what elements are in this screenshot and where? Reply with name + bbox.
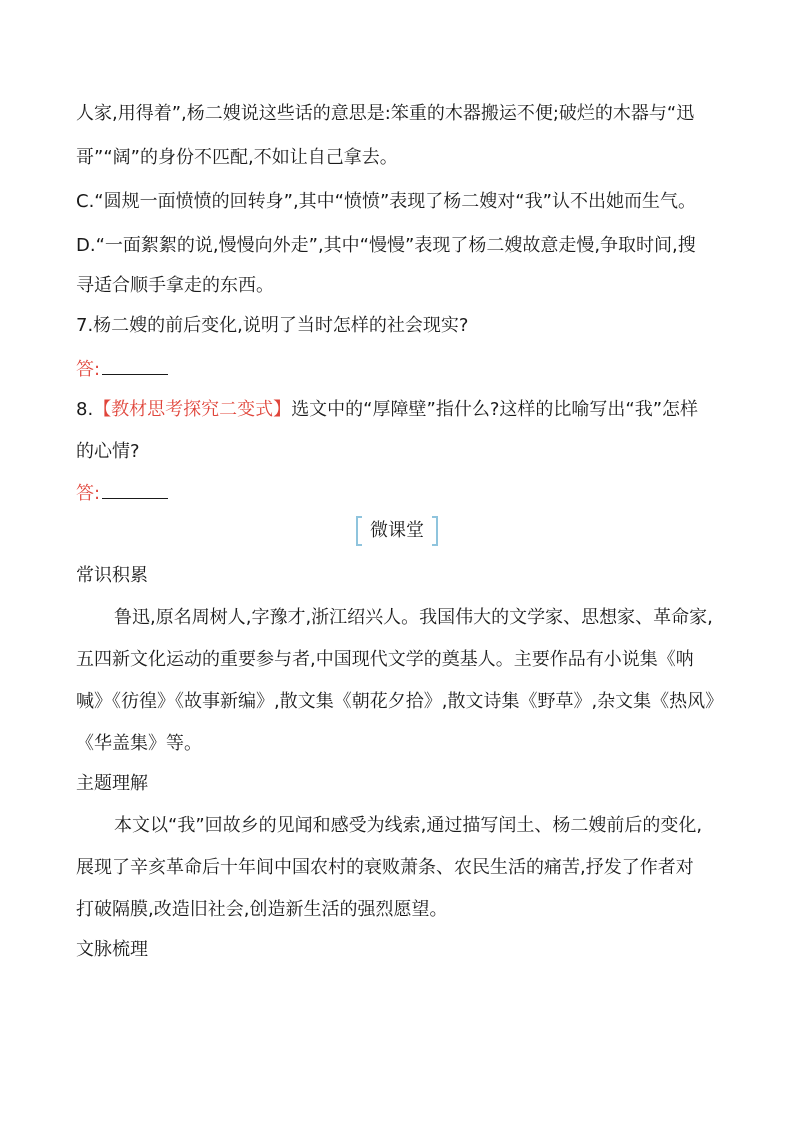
text-line: 人家,用得着”,杨二嫂说这些话的意思是:笨重的木器搬运不便;破烂的木器与“迅 <box>76 103 695 124</box>
question-text: 选文中的“厚障壁”指什么?这样的比喻写出“我”怎样 <box>291 399 699 420</box>
paragraph-line: 喊》《彷徨》《故事新编》,散文集《朝花夕拾》,散文诗集《野草》,杂文集《热风》 <box>76 691 724 712</box>
text-line: 寻适合顺手拿走的东西。 <box>76 275 274 296</box>
heading-knowledge: 常识积累 <box>76 565 148 586</box>
paragraph-line: 展现了辛亥革命后十年间中国农村的衰败萧条、农民生活的痛苦,抒发了作者对 <box>76 857 694 878</box>
question-tag: 【教材思考探究二变式】 <box>93 399 292 420</box>
answer-label: 答: <box>76 483 101 504</box>
paragraph-line: 五四新文化运动的重要参与者,中国现代文学的奠基人。主要作品有小说集《呐 <box>76 649 694 670</box>
paragraph-line: 打破隔膜,改造旧社会,创造新生活的强烈愿望。 <box>76 899 448 920</box>
question-8-cont: 的心情? <box>76 441 140 462</box>
heading-structure: 文脉梳理 <box>76 939 148 960</box>
paragraph-line: 鲁迅,原名周树人,字豫才,浙江绍兴人。我国伟大的文学家、思想家、革命家, <box>114 607 713 628</box>
question-number: 8. <box>76 399 94 420</box>
paragraph-line: 《华盖集》等。 <box>76 733 202 754</box>
answer-label: 答: <box>76 359 101 380</box>
question-8 <box>76 398 698 422</box>
heading-theme: 主题理解 <box>76 773 148 794</box>
bracket-left-icon <box>356 516 362 546</box>
answer-blank[interactable] <box>102 480 168 499</box>
text-line: 哥”“阔”的身份不匹配,不如让自己拿去。 <box>76 147 398 168</box>
option-c: C.“圆规一面愤愤的回转身”,其中“愤愤”表现了杨二嫂对“我”认不出她而生气。 <box>76 191 696 212</box>
section-title <box>356 516 438 546</box>
option-d: D.“一面絮絮的说,慢慢向外走”,其中“慢慢”表现了杨二嫂故意走慢,争取时间,搜 <box>76 235 696 256</box>
answer-7[interactable] <box>76 356 168 382</box>
bracket-right-icon <box>432 516 438 546</box>
paragraph-line: 本文以“我”回故乡的见闻和感受为线索,通过描写闰土、杨二嫂前后的变化, <box>114 815 703 836</box>
section-title-text: 微课堂 <box>370 520 424 541</box>
answer-8[interactable] <box>76 480 168 506</box>
question-7: 7.杨二嫂的前后变化,说明了当时怎样的社会现实? <box>76 315 469 336</box>
answer-blank[interactable] <box>102 356 168 375</box>
